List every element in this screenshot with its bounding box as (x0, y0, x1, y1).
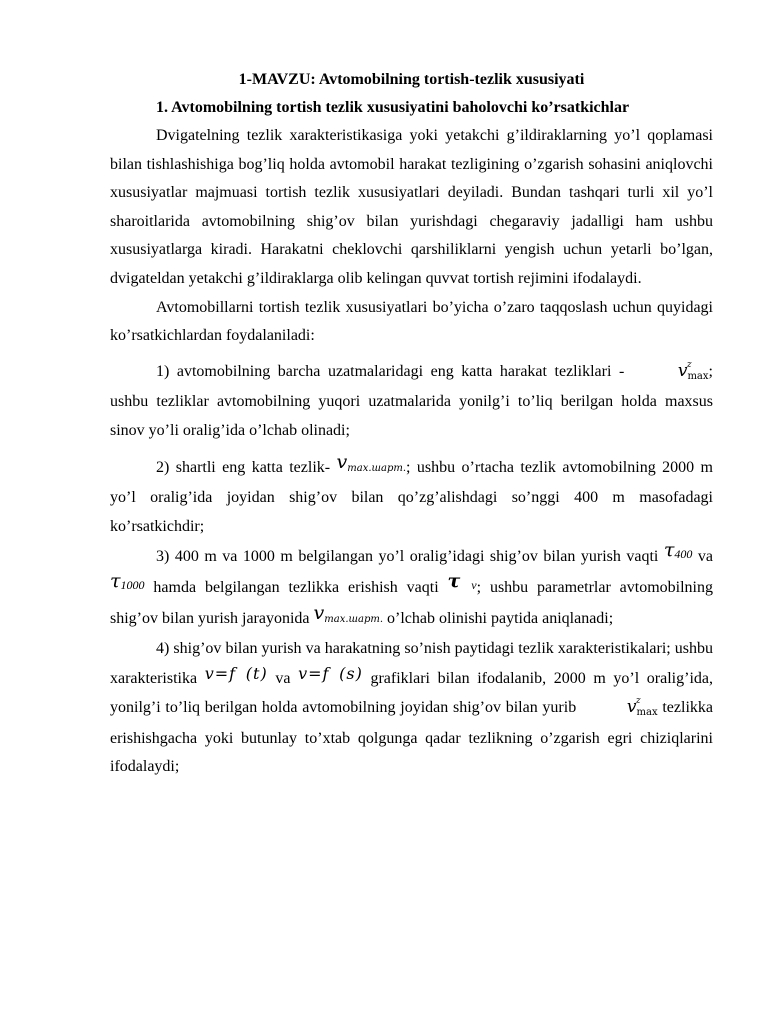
formula-v-f-s: v=f (s) (298, 663, 363, 683)
paragraph-indicators: Avtomobillarni tortish tezlik xususiyatlari bo’yicha o’zaro taqqoslash uchun quyidagi ko’rsatkichlardan foydalaniladi: (110, 298, 713, 345)
formula-vmax-shart (337, 451, 407, 473)
formula-vmax-z (632, 357, 709, 389)
formula-v: v (677, 360, 688, 381)
formula-sup-z: z (686, 359, 692, 370)
list-item-4 (110, 635, 713, 782)
formula-tau-400 (664, 539, 693, 561)
formula-v: v (336, 450, 348, 473)
item4-text-b: grafiklari bilan ifodalanib, 2000 m yo’l oralig’ida, yonilg’i to’liq berilgan holda avtomobilning joyidan shig’ov bilan yurib (110, 669, 714, 717)
item2-text-b: ; ushbu o’rtacha tezlik avtomobilning 2000 m yo’l oralig’ida joyidan shig’ov bilan qo’zg’alishdagi so’nggi 400 m masofadagi ko’rsatkichdir; (110, 458, 713, 535)
item4-text-a: 4) shig’ov bilan yurish va harakatning so’nish paytidagi tezlik xarakteristikalari; ushbu xarakteristika (110, 640, 713, 687)
formula-sub-1000: 1000 (120, 577, 145, 592)
formula-sub-v: v (471, 577, 477, 592)
item4-text-va: va (267, 669, 299, 687)
formula-tau: τ (110, 569, 121, 592)
item1-text-a: 1) avtomobilning barcha uzatmalaridagi eng katta harakat tezliklari - (156, 362, 632, 380)
item3-text-va: va (692, 548, 713, 566)
formula-sub-max-shart: max.шарт. (324, 613, 384, 625)
item2-text-a: 2) shartli eng katta tezlik- (156, 458, 337, 476)
formula-tau-v (448, 570, 477, 592)
item4-text-c: tezlikka erishishgacha yoki butunlay to’xtab qolgunga qadar tezlikning o’zgarish egri chiziqlarini ifodalaydi; (110, 699, 713, 776)
formula-sub-max-shart: max.шарт. (347, 462, 407, 474)
item3-text-a: 3) 400 m va 1000 m belgilangan yo’l oralig’idagi shig’ov bilan yurish vaqti (156, 548, 664, 566)
paragraph-intro: Dvigatelning tezlik xarakteristikasiga yoki yetakchi g’ildiraklarning yo’l qoplamasi bilan tishlashishiga bog’liq holda avtomobil harakat tezligining o’zgarish sohasini aniqlovchi xususiyatlar majmuasi tortish tezlik xususiyatlari deyiladi. Bundan tashqari turli xil yo’l sharoitlarida avtomobilning shig’ov bilan yurishdagi chegaraviy jadalligi ham ushbu xususiyatlarga kiradi. Harakatni cheklovchi qarshiliklarni yengish uchun yetarli bo’lgan, dvigateldan yetakchi g’ildiraklarga olib kelingan quvvat tortish rejimini ifodalaydi. (110, 127, 713, 287)
formula-v: v (626, 697, 637, 718)
section-heading: 1. Avtomobilning tortish tezlik xususiyatini baholovchi ko’rsatkichlar (156, 99, 630, 116)
formula-tau: τ (447, 569, 461, 592)
list-item-3 (110, 541, 713, 635)
formula-tau: τ (663, 539, 675, 562)
list-item-2 (110, 452, 713, 542)
formula-tau-1000 (110, 570, 145, 592)
document-page (110, 66, 713, 782)
page-title: 1-MAVZU: Avtomobilning tortish-tezlik xususiyati (238, 71, 585, 88)
formula-sup-z: z (635, 696, 641, 707)
item1-text-b: ; ushbu tezliklar avtomobilning yuqori uzatmalarida yonilg’i to’liq berilgan holda maxsus sinov yo’li oralig’ida o’lchab olinadi; (110, 362, 713, 439)
list-item-1 (110, 357, 713, 446)
formula-sub-max: max (687, 370, 709, 382)
formula-v: v (313, 601, 325, 624)
formula-vmax-z-2 (581, 693, 658, 725)
formula-vmax-shart-2 (314, 602, 384, 624)
item3-text-d: o’lchab olinishi paytida aniqlanadi; (383, 609, 614, 627)
formula-sub-max: max (636, 707, 658, 719)
formula-sub-400: 400 (674, 547, 693, 562)
item3-text-c: ; ushbu parametrlar avtomobilning shig’ov bilan yurish jarayonida (110, 578, 713, 627)
formula-v-f-t: v=f (t) (204, 663, 268, 683)
item3-text-b: hamda belgilangan tezlikka erishish vaqti (144, 578, 448, 596)
